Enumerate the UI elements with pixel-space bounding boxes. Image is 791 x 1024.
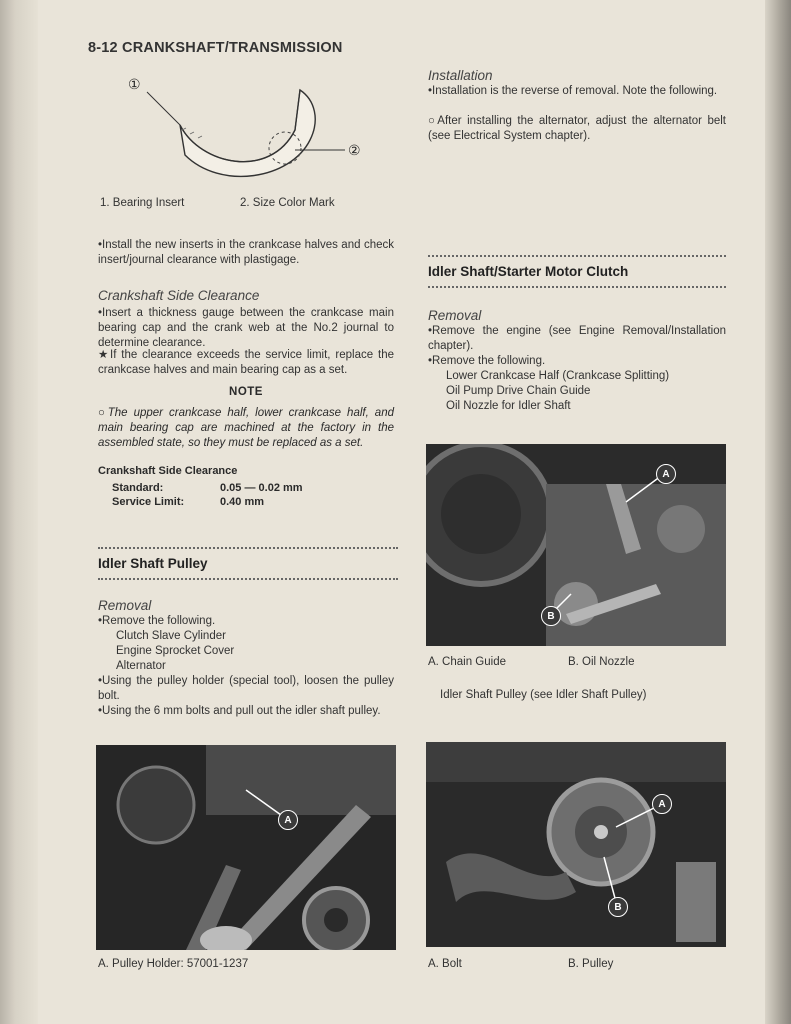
side-clearance-heading: Crankshaft Side Clearance xyxy=(98,288,260,303)
side-clearance-step-2: ★If the clearance exceeds the service limit, replace the crankcase halves and main bearing cap as a set. xyxy=(98,349,394,376)
photo2-callout-a: A xyxy=(652,794,672,814)
note-text: ○The upper crankcase half, lower crankcase half, and main bearing cap are machined at the factory in the assembled state, so they must be replaced as a set. xyxy=(98,407,394,449)
spec-row-service-limit: Service Limit: 0.40 mm xyxy=(112,496,265,508)
clutch-removal-step-2: •Remove the following. xyxy=(428,355,546,367)
bearing-insert-figure xyxy=(120,70,380,190)
photo1-callout-b: B xyxy=(541,606,561,626)
pulley-removal-item: Engine Sprocket Cover xyxy=(116,645,235,657)
install-inserts-step: •Install the new inserts in the crankcase halves and check insert/journal clearance with plastigage. xyxy=(98,239,394,266)
callout-1: ① xyxy=(128,76,141,92)
idler-clutch-section-title: Idler Shaft/Starter Motor Clutch xyxy=(428,264,629,279)
section-divider xyxy=(428,255,726,257)
pulley-holder-photo-art xyxy=(96,745,396,950)
bolt-pulley-photo-art xyxy=(426,742,726,947)
chain-guide-photo xyxy=(426,444,726,646)
section-divider xyxy=(428,286,726,288)
pulley-caption-b: B. Pulley xyxy=(568,958,614,970)
page-binding-shadow-right xyxy=(765,0,791,1024)
chain-guide-photo-art xyxy=(426,444,726,646)
installation-step-2: ○After installing the alternator, adjust the alternator belt (see Electrical System chapter). xyxy=(428,115,726,142)
section-divider xyxy=(98,578,398,580)
installation-heading: Installation xyxy=(428,68,493,83)
spec-row-standard: Standard: 0.05 — 0.02 mm xyxy=(112,482,303,494)
bolt-pulley-photo xyxy=(426,742,726,947)
clutch-removal-heading: Removal xyxy=(428,308,482,323)
spec-table-title: Crankshaft Side Clearance xyxy=(98,465,238,477)
photo2-callout-b: B xyxy=(608,897,628,917)
figure-caption-1: 1. Bearing Insert xyxy=(100,197,185,209)
pulley-removal-heading: Removal xyxy=(98,598,152,613)
chain-guide-caption-b: B. Oil Nozzle xyxy=(568,656,635,668)
note-title: NOTE xyxy=(229,386,263,398)
installation-step-1: •Installation is the reverse of removal. Note the following. xyxy=(428,85,718,97)
figure-caption-2: 2. Size Color Mark xyxy=(240,197,335,209)
pulley-holder-caption: A. Pulley Holder: 57001-1237 xyxy=(98,958,249,970)
pulley-removal-step-1: •Remove the following. xyxy=(98,615,216,627)
idler-pulley-section-title: Idler Shaft Pulley xyxy=(98,556,208,571)
section-divider xyxy=(98,547,398,549)
pulley-removal-item: Alternator xyxy=(116,660,166,672)
photo1-callout-a: A xyxy=(656,464,676,484)
page-header: 8-12 CRANKSHAFT/TRANSMISSION xyxy=(88,40,343,56)
clutch-removal-item: Oil Pump Drive Chain Guide xyxy=(446,385,591,397)
pulley-removal-step-2: •Using the pulley holder (special tool), loosen the pulley bolt. xyxy=(98,675,394,702)
callout-2: ② xyxy=(348,142,361,158)
pulley-removal-step-3: •Using the 6 mm bolts and pull out the idler shaft pulley. xyxy=(98,705,381,717)
clutch-removal-step-1: •Remove the engine (see Engine Removal/Installation chapter). xyxy=(428,325,726,352)
bearing-insert-drawing xyxy=(120,70,380,190)
idler-pulley-reference: Idler Shaft Pulley (see Idler Shaft Pulley) xyxy=(440,689,647,701)
side-clearance-step-1: •Insert a thickness gauge between the crankcase main bearing cap and the crank web at the No.2 journal to determine clearance. xyxy=(98,307,394,349)
chain-guide-caption-a: A. Chain Guide xyxy=(428,656,506,668)
clutch-removal-steps xyxy=(428,324,726,414)
spec-table xyxy=(112,482,303,508)
pulley-holder-photo xyxy=(96,745,396,950)
page-binding-shadow-left xyxy=(0,0,38,1024)
pulley-removal-steps xyxy=(98,614,394,719)
clutch-removal-item: Lower Crankcase Half (Crankcase Splitting) xyxy=(446,370,670,382)
photo-callout-a: A xyxy=(278,810,298,830)
bolt-caption-a: A. Bolt xyxy=(428,958,462,970)
clutch-removal-item: Oil Nozzle for Idler Shaft xyxy=(446,400,571,412)
pulley-removal-item: Clutch Slave Cylinder xyxy=(116,630,226,642)
